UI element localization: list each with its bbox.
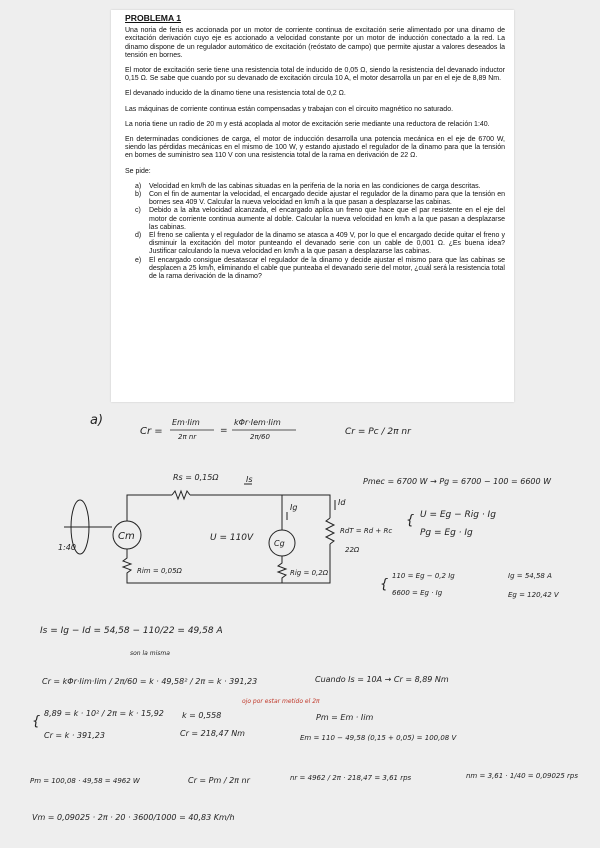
pm-value: Pm = 100,08 · 49,58 = 4962 W: [30, 777, 140, 785]
question-label: d): [135, 232, 142, 240]
paragraph: La noria tiene un radio de 20 m y está acoplada al motor de excitación serie mediante una reductora de relación 1:40.: [125, 120, 490, 128]
eg-result: Eg = 120,42 V: [508, 591, 559, 599]
question-item: [135, 182, 505, 191]
question-item: [135, 191, 505, 207]
rig-label: Rig = 0,2Ω: [290, 569, 329, 577]
shunt-resistor: [326, 518, 334, 544]
question-text: El encargado consigue desatascar el regulador de la dinamo y decide ajustar el mismo para que las cabinas se desplacen a 25 km/h, eliminando el cable que punteaba el devanado serie del motor, ¿cuál será la resistencia total de la rama derivación de la dinamo?: [149, 256, 505, 281]
question-item: [135, 232, 505, 257]
nm-value: nm = 3,61 · 1/40 = 0,09025 rps: [466, 772, 579, 780]
system2-eq-b: 6600 = Eg · Ig: [392, 589, 443, 597]
vm-value: Vm = 0,09025 · 2π · 20 · 3600/1000 = 40,83 Km/h: [32, 813, 235, 822]
rd-label: RdT = Rd + Rc: [340, 527, 393, 535]
paragraph: Se pide:: [125, 167, 151, 175]
brace: {: [380, 577, 389, 592]
id-label: Id: [338, 498, 346, 507]
brace: {: [32, 714, 41, 729]
question-label: a): [135, 182, 142, 190]
rim-resistor: [123, 549, 131, 575]
motor-label: Cm: [118, 531, 135, 542]
k-value: k = 0,558: [182, 711, 222, 720]
wire: [127, 544, 330, 583]
is-line: Is = Ig − Id = 54,58 − 110/22 = 49,58 A: [40, 626, 223, 636]
problem-title: PROBLEMA 1: [125, 13, 182, 23]
rd-value: 22Ω: [345, 546, 360, 554]
cr-value: Cr = 218,47 Nm: [180, 729, 245, 738]
eq1-num1: Em·Iim: [172, 418, 200, 427]
question-label: b): [135, 191, 142, 199]
brace: {: [406, 513, 415, 528]
cr-line: Cr = kΦr·Iim·Iim / 2π/60 = k · 49,58² / 2π = k · 391,23: [42, 677, 258, 686]
question-text: Velocidad en km/h de las cabinas situadas en la periferia de la noria en las condiciones de carga descritas.: [149, 182, 481, 190]
question-label: c): [135, 207, 141, 215]
ig-label: Ig: [290, 503, 298, 512]
cuando-line: Cuando Is = 10A → Cr = 8,89 Nm: [315, 675, 449, 684]
question-text: Con el fin de aumentar la velocidad, el encargado decide ajustar el regulador de la dinamo para que la tensión en bornes sea 409 V. Calcular la nueva velocidad en km/h a la que pasan a desplazarse las cabinas.: [149, 191, 505, 207]
voltage-label: U = 110V: [210, 533, 254, 543]
paragraph: El devanado inducido de la dinamo tiene una resistencia total de 0,2 Ω.: [125, 90, 346, 98]
is-label: Is: [246, 475, 253, 484]
paragraph: El motor de excitación serie tiene una resistencia total de inducido de 0,05 Ω, siendo la resistencia del devanado inductor 0,15 Ω. Se sabe que cuando por su devanado de excitación circula 10 A, el motor desarrolla un par en el eje de 8,89 Nm.: [125, 67, 505, 83]
question-item: [135, 207, 505, 232]
system2-eq-a: 110 = Eg − 0,2 Ig: [392, 572, 455, 580]
eq1-lhs: Cr =: [140, 426, 163, 437]
red-note: ojo por estar metido el 2π: [242, 698, 320, 705]
problem-statement: [125, 14, 505, 281]
ig-result: Ig = 54,58 A: [508, 572, 552, 580]
paragraph: Las máquinas de corriente continua están compensadas y trabajan con el circuito magnético no saturado.: [125, 105, 454, 113]
wire: [190, 495, 330, 518]
pm-definition: Pm = Em · Iim: [316, 713, 374, 722]
rig-resistor: [278, 556, 286, 583]
ratio-label: 1:40: [58, 543, 76, 552]
generator-label: Cg: [274, 539, 285, 548]
paragraph: En determinadas condiciones de carga, el motor de inducción desarrolla una potencia mecánica en el eje de 6700 W, siendo las pérdidas mecánicas en el mismo de 100 W, y estando ajustado el regulador de la dinamo para que la tensión en bornes de suministro sea 110 V con una resistencia total de la rama en derivación de 22 Ω.: [125, 136, 505, 160]
solution-drawing: [0, 400, 600, 848]
cr-pm-eq: Cr = Pm / 2π nr: [188, 776, 250, 785]
eq1-den1: 2π nr: [178, 433, 197, 441]
em-value: Em = 110 − 49,58 (0,15 + 0,05) = 100,08 V: [300, 734, 457, 742]
system3-eq-b: Cr = k · 391,23: [44, 731, 105, 740]
question-label: e): [135, 256, 142, 264]
eq1-mid: =: [220, 426, 228, 436]
handwritten-solution: [0, 400, 600, 848]
eq1-num2: kΦr·Iem·Iim: [234, 418, 281, 427]
system3-eq-a: 8,89 = k · 10² / 2π = k · 15,92: [44, 709, 164, 718]
question-text: El freno se calienta y el regulador de la dinamo se atasca a 409 V, por lo que el encargado decide quitar el freno y disminuir la excitación del motor punteando el devanado serie con un cable de 0,001 Ω. ¿Es buena idea? Justificar calculando la nueva velocidad en km/h a la que pasan a desplazarse las cabinas.: [149, 232, 505, 256]
nr-value: nr = 4962 / 2π · 218,47 = 3,61 rps: [290, 774, 412, 782]
question-text: Debido a la alta velocidad alcanzada, el encargado aplica un freno que hace que el par resistente en el eje del motor de corriente continua aumente al doble. Calcular la nueva velocidad en km/h a la que pasan a desplazarse las cabinas.: [149, 207, 505, 231]
question-item: [135, 256, 505, 282]
part-label: a): [90, 413, 104, 428]
pmec-line: Pmec = 6700 W → Pg = 6700 − 100 = 6600 W: [363, 477, 552, 486]
question-list: [125, 183, 505, 281]
system1-eq-a: U = Eg − Rig · Ig: [420, 510, 496, 520]
wire: [127, 495, 172, 521]
rim-label: Rim = 0,05Ω: [137, 567, 182, 575]
eq2: Cr = Pc / 2π nr: [345, 427, 411, 437]
series-resistor: [172, 491, 190, 499]
system1-eq-b: Pg = Eg · Ig: [420, 528, 473, 538]
serie-note: son la misma: [130, 650, 170, 657]
problem-sheet: [111, 10, 514, 402]
eq1-den2: 2π/60: [250, 433, 270, 441]
paragraph: Una noria de feria es accionada por un motor de corriente continua de excitación serie alimentado por una dinamo de excitación derivación cuyo eje es accionado a velocidad constante por un motor de inducción conectado a la red. La dinamo dispone de un regulador automático de excitación (reóstato de campo) que permite ajustar a valores deseados la tensión en bornes.: [125, 27, 505, 59]
rs-label: Rs = 0,15Ω: [173, 473, 219, 482]
